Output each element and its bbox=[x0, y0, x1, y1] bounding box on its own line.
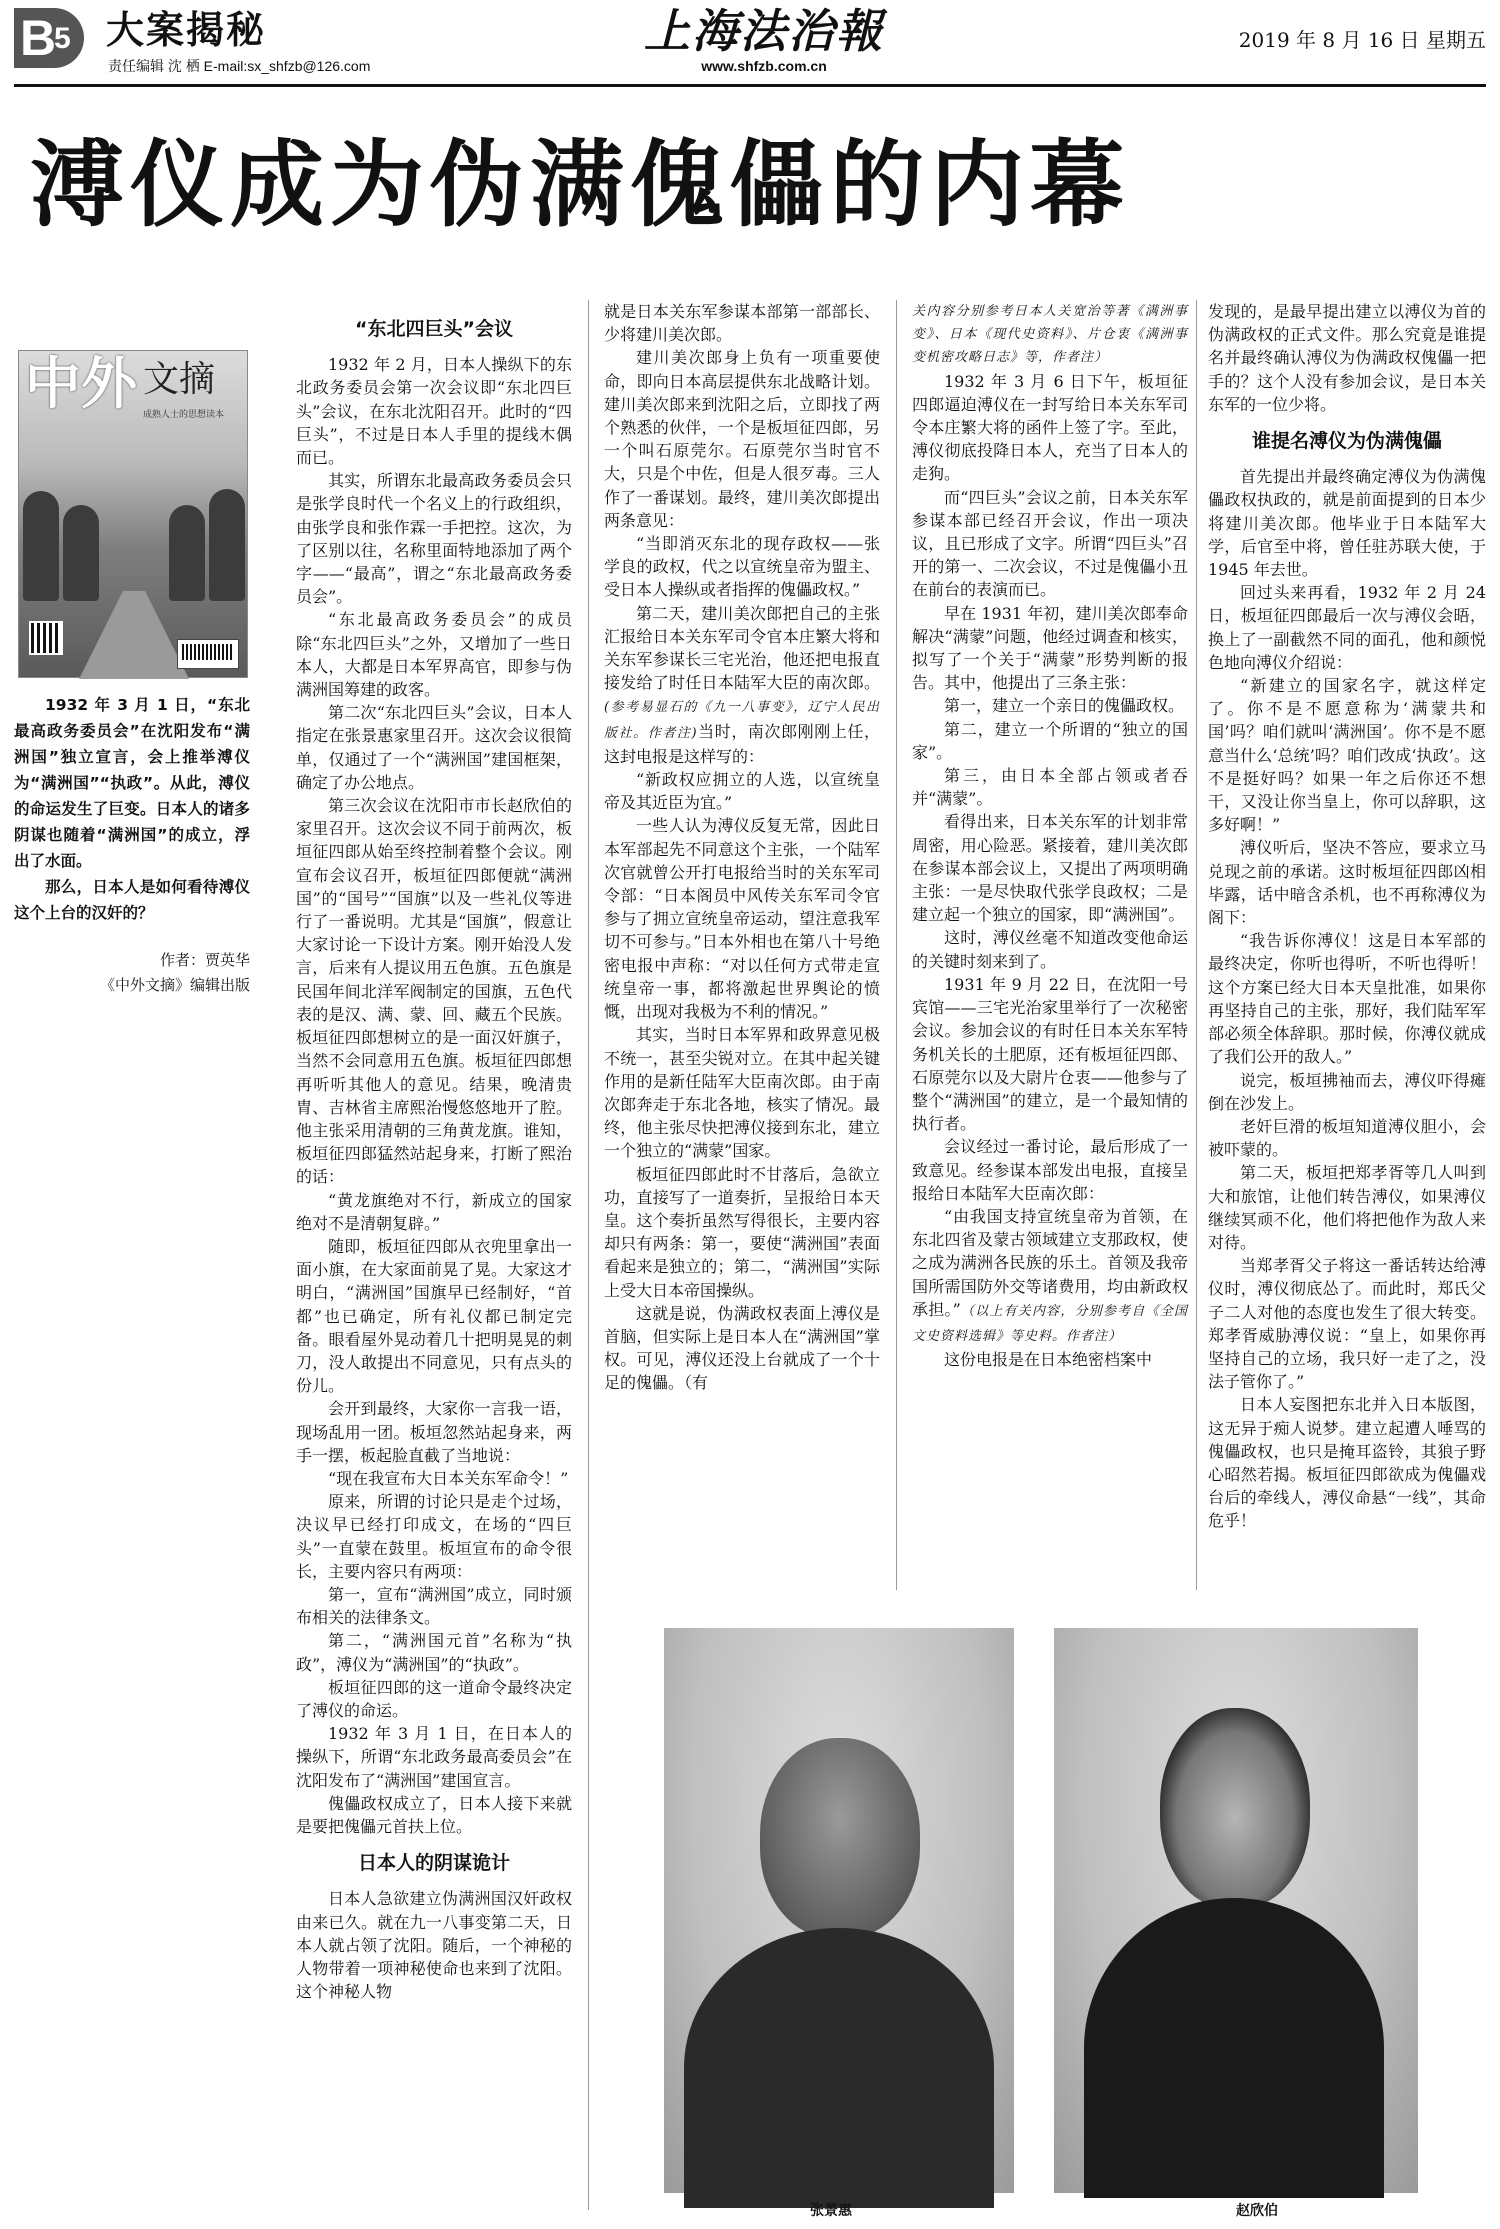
paragraph: “现在我宣布大日本关东军命令！” bbox=[328, 1468, 569, 1488]
subheading: 日本人的阴谋诡计 bbox=[357, 1852, 510, 1875]
source: 《中外文摘》编辑出版 bbox=[99, 976, 250, 994]
portrait-photo-left bbox=[664, 1628, 1014, 2193]
paragraph: “新建立的国家名字，就这样定了。你不是不愿意称为‘满蒙共和国’吗？咱们就叫‘满洲国’。你不是不愿意当什么‘总统’吗？咱们改成‘执政’。这不是挺好吗？如果一年之后你还不想干，又没让你当皇上，你可以辞职，这多好啊！” bbox=[1208, 676, 1486, 835]
paragraph: 这时，溥仪丝毫不知道改变他命运的关键时刻来到了。 bbox=[912, 928, 1188, 971]
photo-caption: 张景惠 bbox=[810, 2203, 852, 2219]
magazine-cover-image bbox=[18, 350, 248, 678]
byline bbox=[14, 948, 250, 998]
page-letter: B bbox=[20, 10, 57, 66]
article-column-1 bbox=[296, 318, 572, 2222]
paragraph: 首先提出并最终确定溥仪为伪满傀儡政权执政的，就是前面提到的日本少将建川美次郎。他毕业于日本陆军大学，后官至中将，曾任驻苏联大使，于 1945 年去世。 bbox=[1208, 467, 1486, 580]
paragraph: 日本人急欲建立伪满洲国汉奸政权由来已久。就在九一八事变第二天，日本人就占领了沈阳。随后，一个神秘的人物带着一项神秘使命也来到了沈阳。这个神秘人物 bbox=[296, 1889, 572, 2002]
masthead-rule bbox=[14, 84, 1486, 87]
cover-tagline: 成熟人士的思想读本 bbox=[143, 410, 225, 420]
paragraph: 第二，“满洲国元首”名称为“执政”，溥仪为“满洲国”的“执政”。 bbox=[296, 1631, 572, 1674]
paragraph: 而“四巨头”会议之前，日本关东军参谋本部已经召开会议，作出一项决议，且已形成了文字。所谓“四巨头”召开的第一、二次会议，不过是傀儡小丑在前台的表演而已。 bbox=[912, 487, 1188, 600]
paragraph: 第三，由日本全部占领或者吞并“满蒙”。 bbox=[912, 766, 1188, 809]
paragraph: “黄龙旗绝对不行，新成立的国家绝对不是清朝复辟。” bbox=[296, 1190, 572, 1233]
author: 作者：贾英华 bbox=[159, 951, 250, 969]
paragraph: 就是日本关东军参谋本部第一部部长、少将建川美次郎。 bbox=[604, 302, 880, 345]
paragraph: 第二次“东北四巨头”会议，日本人指定在张景惠家里召开。这次会议很简单，仅通过了一个“满洲国”建国框架，确定了办公地点。 bbox=[296, 703, 572, 792]
subheading: 谁提名溥仪为伪满傀儡 bbox=[1251, 430, 1442, 453]
paragraph: 第一，建立一个亲日的傀儡政权。 bbox=[944, 696, 1185, 716]
paragraph: 日本人妄图把东北并入日本版图，这无异于痴人说梦。建立起遭人唾骂的傀儡政权，也只是掩耳盗铃，其狼子野心昭然若揭。板垣征四郎欲成为傀儡戏台后的牵线人，溥仪命悬“一线”，其命危乎！ bbox=[1208, 1395, 1486, 1531]
article-column-2 bbox=[604, 300, 880, 1470]
paragraph: 其实，所谓东北最高政务委员会只是张学良时代一个名义上的行政组织，由张学良和张作霖一手把控。这次，为了区别以往，名称里面特地添加了两个字——“最高”，谓之“东北最高政务委员会”。 bbox=[296, 471, 572, 607]
paragraph: 看得出来，日本关东军的计划非常周密，用心险恶。紧接着，建川美次郎在参谋本部会议上，又提出了两项明确主张：一是尽快取代张学良政权；二是建立起一个独立的国家，即“满洲国”。 bbox=[912, 812, 1188, 925]
paragraph: 会开到最终，大家你一言我一语，现场乱用一团。板垣忽然站起身来，两手一摆，板起脸直截了当地说： bbox=[296, 1399, 572, 1465]
intro-paragraph: 1932 年 3 月 1 日，“东北最高政务委员会”在沈阳发布“满洲国”独立宣言，会上推举溥仪为“满洲国”“执政”。从此，溥仪的命运发生了巨变。日本人的诸多阴谋也随着“满洲国”的成立，浮出了水面。 bbox=[14, 696, 250, 870]
paragraph: 第一，宣布“满洲国”成立，同时颁布相关的法律条文。 bbox=[296, 1584, 572, 1628]
paragraph: 1932 年 3 月 6 日下午，板垣征四郎逼迫溥仪在一封写给日本关东军司令本庄繁大将的函件上签了字。至此，溥仪彻底投降日本人，充当了日本人的走狗。 bbox=[912, 371, 1188, 484]
cover-path-graphic bbox=[79, 591, 189, 679]
paragraph: 说完，板垣拂袖而去，溥仪吓得瘫倒在沙发上。 bbox=[1208, 1070, 1486, 1113]
barcode-icon bbox=[177, 639, 239, 669]
subheading: “东北四巨头”会议 bbox=[355, 318, 513, 340]
paragraph: 回过头来再看，1932 年 2 月 24 日，板垣征四郎最后一次与溥仪会晤，换上了一副截然不同的面孔，他和颜悦色地向溥仪介绍说： bbox=[1208, 583, 1486, 672]
paragraph: 1932 年 2 月，日本人操纵下的东北政务委员会第一次会议即“东北四巨头”会议，在东北沈阳召开。此时的“四巨头”，不过是日本人手里的提线木偶而已。 bbox=[296, 355, 572, 468]
paragraph: 老奸巨滑的板垣知道溥仪胆小，会被吓蒙的。 bbox=[1208, 1116, 1486, 1160]
paragraph: 第二天，板垣把郑孝胥等几人叫到大和旅馆，让他们转告溥仪，如果溥仪继续冥顽不化，他们将把他作为敌人来对待。 bbox=[1208, 1163, 1486, 1252]
portrait-photo-right bbox=[1054, 1628, 1418, 2193]
paragraph: 发现的，是最早提出建立以溥仪为首的伪满政权的正式文件。那么究竟是谁提名并最终确认溥仪为伪满政权傀儡一把手的？这个人没有参加会议，是日本关东军的一位少将。 bbox=[1208, 302, 1486, 414]
paragraph: 傀儡政权成立了，日本人接下来就是要把傀儡元首扶上位。 bbox=[296, 1793, 572, 1836]
paragraph: “当即消灭东北的现存政权——张学良的政权，代之以宣统皇帝为盟主、受日本人操纵或者指挥的傀儡政权。” bbox=[604, 534, 880, 600]
paragraph: 第二，建立一个所谓的“独立的国家”。 bbox=[912, 719, 1188, 762]
cover-subtitle: 文摘 bbox=[143, 359, 216, 400]
newspaper-url: www.shfzb.com.cn bbox=[701, 58, 827, 74]
cover-trees-graphic bbox=[19, 471, 249, 601]
column-rule bbox=[588, 300, 589, 2210]
article-column-3 bbox=[912, 300, 1188, 1570]
article-intro bbox=[14, 692, 250, 926]
paragraph: 板垣征四郎此时不甘落后，急欲立功，直接写了一道奏折，呈报给日本天皇。这个奏折虽然写得很长，主要内容却只有两条：第一，要使“满洲国”表面看起来是独立的；第二，“满洲国”实际上受大日本帝国操纵。 bbox=[604, 1164, 880, 1300]
paragraph: 当郑孝胥父子将这一番话转达给溥仪时，溥仪彻底怂了。而此时，郑氏父子二人对他的态度也发生了很大转变。郑孝胥威胁溥仪说：“皇上，如果你再坚持自己的立场，我只好一走了之，没法子管你了。” bbox=[1208, 1256, 1486, 1392]
paragraph: 一些人认为溥仪反复无常，因此日本军部起先不同意这个主张，一个陆军次官就曾公开打电报给当时的关东军司令部：“日本阁员中风传关东军司令官参与了拥立宣统皇帝运动，望注意我军切不可参与。”日本外相也在第八十号绝密电报中声称：“对以任何方式带走宣统皇帝一事，都将激起世界舆论的愤慨，出现对我极为不利的情况。” bbox=[604, 816, 880, 1022]
paragraph: “东北最高政务委员会”的成员除“东北四巨头”之外，又增加了一些日本人，大都是日本军界高官，即参与伪满洲国筹建的政客。 bbox=[296, 610, 572, 700]
cover-title: 中外 bbox=[25, 352, 137, 417]
issue-date: 2019 年 8 月 16 日 星期五 bbox=[1238, 28, 1486, 52]
author-note: (参考易显石的《九一八事变》，辽宁人民出版社。作者注) bbox=[604, 700, 880, 741]
paragraph: 这份电报是在日本绝密档案中 bbox=[944, 1350, 1153, 1370]
paragraph: 1931 年 9 月 22 日，在沈阳一号宾馆——三宅光治家里举行了一次秘密会议。参加会议的有时任日本关东军特务机关长的土肥原，还有板垣征四郎、石原莞尔以及大尉片仓衷——他参与了整个“满洲国”的建立，是一个最知情的执行者。 bbox=[912, 974, 1188, 1134]
paragraph: 这就是说，伪满政权表面上溥仪是首脑，但实际上是日本人在“满洲国”掌权。可见，溥仪还没上台就成了一个十足的傀儡。（有 bbox=[604, 1303, 880, 1393]
article-column-4 bbox=[1208, 300, 1486, 1531]
qr-code-icon bbox=[29, 621, 63, 655]
paragraph: 溥仪听后，坚决不答应，要求立马兑现之前的承诺。这时板垣征四郎凶相毕露，话中暗含杀机，也不再称溥仪为阁下： bbox=[1208, 838, 1486, 928]
paragraph: 原来，所谓的讨论只是走个过场，决议早已经打印成文，在场的“四巨头”一直蒙在鼓里。板垣宣布的命令很长，主要内容只有两项： bbox=[296, 1492, 572, 1581]
editor-line: 责任编辑 沈 栖 E-mail:sx_shfzb@126.com bbox=[108, 58, 371, 74]
column-rule bbox=[1196, 300, 1197, 1590]
column-rule bbox=[896, 300, 897, 1590]
paragraph: 随即，板垣征四郎从衣兜里拿出一面小旗，在大家面前晃了晃。大家这才明白，“满洲国”国旗早已经制好，“首都”也已确定，所有礼仪都已制定完备。眼看屋外晃动着几十把明晃晃的刺刀，没人敢提出不同意见，只有点头的份儿。 bbox=[296, 1236, 572, 1396]
paragraph: 会议经过一番讨论，最后形成了一致意见。经参谋本部发出电报，直接呈报给日本陆军大臣南次郎： bbox=[912, 1137, 1188, 1203]
paragraph-text: 当时，南次郎刚刚上任，这封电报是这样写的： bbox=[604, 721, 880, 766]
paragraph: 板垣征四郎的这一道命令最终决定了溥仪的命运。 bbox=[296, 1677, 572, 1720]
section-title: 大案揭秘 bbox=[106, 10, 267, 52]
paragraph: “新政权应拥立的人选，以宣统皇帝及其近臣为宜。” bbox=[604, 770, 880, 813]
paragraph: 其实，当时日本军界和政界意见极不统一，甚至尖锐对立。在其中起关键作用的是新任陆军大臣南次郎。由于南次郎奔走于东北各地，核实了情况。最终，他主张尽快把溥仪接到东北，建立一个独立的“满蒙”国家。 bbox=[604, 1025, 880, 1161]
newspaper-logo: 上海法治報 bbox=[644, 4, 884, 58]
photo-caption: 赵欣伯 bbox=[1236, 2203, 1278, 2219]
page-number: 5 bbox=[54, 22, 71, 55]
author-note: （以上有关内容，分别参考自《全国文史资料选辑》等史料。作者注） bbox=[912, 1303, 1188, 1344]
page-number-badge bbox=[14, 8, 96, 68]
author-note: 关内容分别参考日本人关宽治等著《满洲事变》、日本《现代史资料》、片仓衷《满洲事变机密攻略日志》等，作者注） bbox=[912, 304, 1188, 366]
paragraph: “我告诉你溥仪！这是日本军部的最终决定，你听也得听，不听也得听！这个方案已经大日本天皇批准，如果你再坚持自己的主张，那好，我们陆军军部必须全体辞职。那时候，你溥仪就成了我们公开的敌人。” bbox=[1208, 931, 1486, 1067]
paragraph: 第三次会议在沈阳市市长赵欣伯的家里召开。这次会议不同于前两次，板垣征四郎从始至终控制着整个会议。刚宣布会议召开，板垣征四郎便就“满洲国”的“国号”“国旗”以及一些礼仪等进行了一番说明。尤其是“国旗”，假意让大家讨论一下设计方案。刚开始没人发言，后来有人提议用五色旗。五色旗是民国年间北洋军阀制定的国旗，五色代表的是汉、满、蒙、回、藏五个民族。板垣征四郎想树立的是一面汉奸旗子，当然不会同意用五色旗。板垣征四郎想再听听其他人的意见。结果，晚清贵胄、吉林省主席熙治慢悠悠地开了腔。他主张采用清朝的三角黄龙旗。谁知，板垣征四郎猛然站起身来，打断了熙治的话： bbox=[296, 796, 572, 1187]
intro-paragraph: 那么，日本人是如何看待溥仪这个上台的汉奸的？ bbox=[14, 878, 250, 922]
paragraph: 建川美次郎身上负有一项重要使命，即向日本高层提供东北战略计划。建川美次郎来到沈阳之后，立即找了两个熟悉的伙伴，一个是板垣征四郎，另一个叫石原莞尔。石原莞尔当时官不大，只是个中佐，但是人很歹毒。三人作了一番谋划。最终，建川美次郎提出两条意见： bbox=[604, 348, 880, 530]
paragraph bbox=[912, 1205, 1188, 1348]
paragraph: 早在 1931 年初，建川美次郎奉命解决“满蒙”问题，他经过调查和核实，拟写了一个关于“满蒙”形势判断的报告。其中，他提出了三条主张： bbox=[912, 603, 1188, 693]
masthead bbox=[14, 4, 1486, 84]
paragraph-text: 第二天，建川美次郎把自己的主张汇报给日本关东军司令官本庄繁大将和关东军参谋长三宅光治，他还把电报直接发给了时任日本陆军大臣的南次郎。 bbox=[604, 603, 880, 693]
paragraph bbox=[604, 602, 880, 768]
paragraph-text: “由我国支持宣统皇帝为首领，在东北四省及蒙古领域建立支那政权，使之成为满洲各民族的乐土。首领及我帝国所需国防外交等诸费用，均由新政权承担。” bbox=[912, 1206, 1188, 1319]
headline: 溥仪成为伪满傀儡的内幕 bbox=[30, 131, 1131, 240]
paragraph: 1932 年 3 月 1 日，在日本人的操纵下，所谓“东北政务最高委员会”在沈阳发布了“满洲国”建国宣言。 bbox=[296, 1724, 572, 1790]
